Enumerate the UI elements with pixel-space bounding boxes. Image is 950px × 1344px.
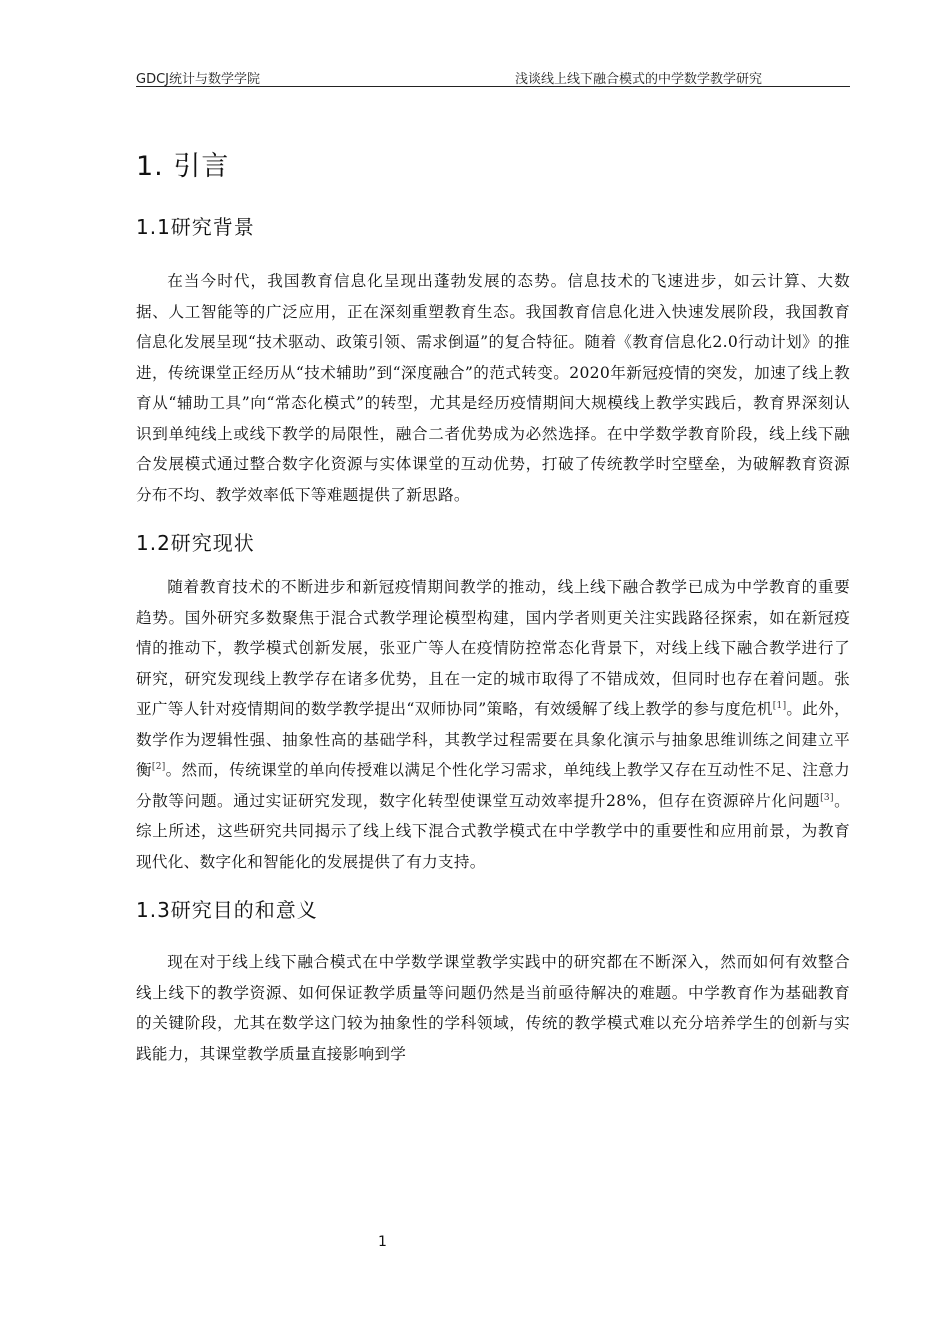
chapter-title: 1. 引言 <box>136 151 230 182</box>
header-institution: GDCJ统计与数学学院 <box>136 72 260 87</box>
citation-1: [1] <box>772 700 787 711</box>
paragraph-background: 在当今时代，我国教育信息化呈现出蓬勃发展的态势。信息技术的飞速进步，如云计算、大数据、人工智能等的广泛应用，正在深刻重塑教育生态。我国教育信息化进入快速发展阶段，我国教育信息化发展呈现“技术驱动、政策引领、需求倒逼”的复合特征。随着《教育信息化2.0行动计划》的推进，传统课堂正经历从“技术辅助”到“深度融合”的范式转变。2020年新冠疫情的突发，加速了线上教育从“辅助工具”向“常态化模式”的转型，尤其是经历疫情期间大规模线上教学实践后，教育界深刻认识到单纯线上或线下教学的局限性，融合二者优势成为必然选择。在中学数学教育阶段，线上线下融合发展模式通过整合数字化资源与实体课堂的互动优势，打破了传统教学时空壁垒，为破解教育资源分布不均、教学效率低下等难题提供了新思路。 <box>136 272 850 504</box>
citation-3: [3] <box>820 792 834 803</box>
page-number: 1 <box>378 1234 387 1250</box>
header-paper-title: 浅谈线上线下融合模式的中学数学教学研究 <box>515 72 763 87</box>
status-text-part-2: 。此外，数学作为逻辑性强、抽象性高的基础学科，其教学过程需要在具象化演示与抽象思维训练之间建立平衡 <box>136 700 850 779</box>
section-heading-background: 1.1研究背景 <box>136 215 255 239</box>
status-text-part-1: 随着教育技术的不断进步和新冠疫情期间教学的推动，线上线下融合教学已成为中学教育的重要趋势。国外研究多数聚焦于混合式教学理论模型构建，国内学者则更关注实践路径探索，如在新冠疫情的推动下，教学模式创新发展，张亚广等人在疫情防控常态化背景下，对线上线下融合教学进行了研究，研究发现线上教学存在诸多优势，且在一定的城市取得了不错成效，但同时也存在着问题。张亚广等人针对疫情期间的数学教学提出“双师协同”策略，有效缓解了线上教学的参与度危机 <box>136 578 850 718</box>
section-heading-purpose: 1.3研究目的和意义 <box>136 898 318 922</box>
paragraph-status <box>136 572 850 877</box>
section-heading-status: 1.2研究现状 <box>136 531 255 555</box>
main-content <box>136 140 850 1069</box>
citation-2: [2] <box>151 761 166 772</box>
status-text-part-3: 。然而，传统课堂的单向传授难以满足个性化学习需求，单纯线上教学又存在互动性不足、注意力分散等问题。通过实证研究发现，数字化转型使课堂互动效率提升28%，但存在资源碎片化问题 <box>136 761 850 810</box>
paragraph-purpose: 现在对于线上线下融合模式在中学数学课堂教学实践中的研究都在不断深入，然而如何有效整合线上线下的教学资源、如何保证教学质量等问题仍然是当前亟待解决的难题。中学教育作为基础教育的关键阶段，尤其在数学这门较为抽象性的学科领域，传统的教学模式难以充分培养学生的创新与实践能力，其课堂教学质量直接影响到学 <box>136 953 850 1063</box>
status-text-part-4: 。综上所述，这些研究共同揭示了线上线下混合式教学模式在中学教学中的重要性和应用前景，为教育现代化、数字化和智能化的发展提供了有力支持。 <box>136 791 850 871</box>
running-header <box>136 66 850 87</box>
